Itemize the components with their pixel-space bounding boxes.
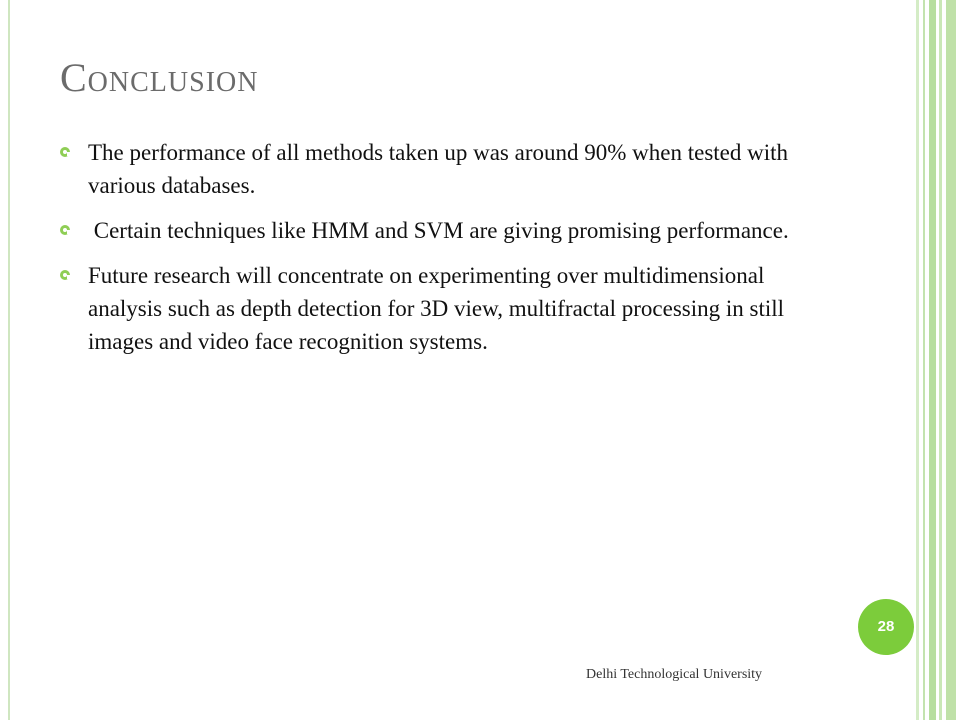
bullet-item bbox=[60, 259, 820, 358]
ring-bullet-icon bbox=[60, 225, 70, 235]
footer-text: Delhi Technological University bbox=[586, 667, 763, 682]
bullet-text: The performance of all methods taken up was around 90% when tested with various databases. bbox=[88, 140, 789, 198]
bullet-list bbox=[60, 136, 820, 370]
right-decorative-stripe bbox=[939, 0, 942, 720]
right-decorative-stripe bbox=[946, 0, 956, 720]
right-decorative-stripe bbox=[929, 0, 936, 720]
page-number-badge: 28 bbox=[858, 599, 914, 655]
ring-bullet-icon bbox=[60, 147, 70, 157]
left-accent-line bbox=[8, 0, 10, 720]
right-decorative-stripe bbox=[923, 0, 925, 720]
right-decorative-stripe bbox=[916, 0, 919, 720]
slide-title: Conclusion bbox=[60, 55, 259, 100]
bullet-item bbox=[60, 136, 820, 202]
bullet-text: Future research will concentrate on experimenting over multidimensional analysis such as depth detection for 3D view, multifractal processing in still images and video face recognition systems. bbox=[88, 263, 785, 354]
bullet-text: Certain techniques like HMM and SVM are giving promising performance. bbox=[88, 218, 789, 243]
ring-bullet-icon bbox=[60, 270, 70, 280]
bullet-item bbox=[60, 214, 820, 247]
